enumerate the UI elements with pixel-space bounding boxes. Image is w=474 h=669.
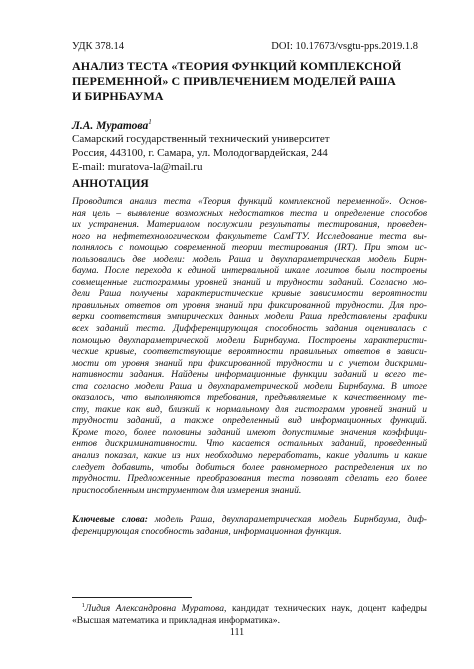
affiliation — [72, 132, 330, 175]
footnote-text: , кандидат технических наук, доцент кафедры — [224, 603, 427, 615]
abstract-line: оказалось, что выполняются требования, предъявляемые к качественному те- — [72, 392, 427, 404]
keywords-label: Ключевые слова: — [72, 514, 148, 525]
udc-code: УДК 378.14 — [72, 41, 125, 52]
abstract-line: нативности задания. Найдены информационные функции заданий и всего те- — [72, 369, 427, 381]
abstract-line: пользовались две модели: модель Раша и двухпараметрическая модель Бирн- — [72, 253, 427, 265]
footnote-mark: 1 — [81, 602, 85, 609]
footnote-line: «Высшая математика и прикладная информатика». — [72, 615, 280, 627]
abstract-line: ста согласно модели Раша и двухпараметрической модели Бирнбаума. В итоге — [72, 380, 427, 392]
abstract-line: трудности. Предложенные преобразования теста позволят сделать его более — [72, 473, 427, 485]
abstract-line: анализ показал, какие из них необходимо переработать, какие удалить и какие — [72, 450, 427, 462]
affiliation-line: Россия, 443100, г. Самара, ул. Молодогвардейская, 244 — [72, 147, 328, 160]
abstract-line: ческие кривые, соответствующие вероятности правильных ответов в зависи- — [72, 346, 427, 358]
author — [72, 118, 152, 132]
abstract-line: всех заданий теста. Дифференцирующая способность задания оценивалась с — [72, 323, 427, 335]
abstract-line: помощью двухпараметрической модели Бирнбаума. Построены характеристи- — [72, 334, 427, 346]
abstract-line: ентов дискриминативности. Что касается остальных заданий, проведенный — [72, 438, 427, 450]
keywords-line: ференцирующая способность задания, информационная функция. — [72, 526, 342, 537]
title-line: АНАЛИЗ ТЕСТА «ТЕОРИЯ ФУНКЦИЙ КОМПЛЕКСНОЙ — [72, 59, 402, 73]
footnote-line — [72, 600, 427, 615]
abstract-line: баума. После перехода к единой интервальной шкале логитов были построены — [72, 265, 427, 277]
abstract-line: полнялось с помощью современной теории тестирования (IRT). При этом ис- — [72, 242, 427, 254]
keywords-line — [72, 514, 427, 526]
page-number: 111 — [229, 627, 245, 638]
keywords-text: модель Раша, двухпараметрическая модель Бирнбаума, диф- — [147, 514, 427, 525]
abstract-line: правильных ответов от уровня знаний при фиксированной трудности. Для про- — [72, 299, 427, 311]
abstract-line: совмещенные гистограммы уровней знаний и трудности заданий. Согласно мо- — [72, 276, 427, 288]
footnote — [72, 600, 427, 627]
header-row — [72, 41, 418, 55]
footnote-divider — [72, 597, 192, 598]
abstract-line: дели Раша получены характеристические кривые зависимости вероятности — [72, 288, 427, 300]
abstract-line: Проводится анализ теста «Теория функций комплексной переменной». Основ- — [72, 196, 427, 207]
abstract-line: верки соответствия эмпирических данных модели Раша представлены графики — [72, 311, 427, 323]
abstract-heading: АННОТАЦИЯ — [72, 178, 149, 190]
abstract-line: мости от уровня знаний при фиксированной трудности и с учетом дискрими- — [72, 357, 427, 369]
abstract-line: их устранения. Материалом послужили результаты тестирования, проведен- — [72, 219, 427, 231]
article-title — [72, 59, 402, 104]
abstract-line: сту, такие как вид, близкий к нормальному для гистограмм уровней знаний и — [72, 403, 427, 415]
abstract-body — [72, 196, 427, 496]
title-line: ПЕРЕМЕННОЙ» С ПРИВЛЕЧЕНИЕМ МОДЕЛЕЙ РАША — [72, 74, 396, 88]
affiliation-email: E-mail: muratova-la@mail.ru — [72, 161, 203, 174]
author-name: Л.А. Муратова — [72, 119, 149, 132]
abstract-line: трудности заданий, а также определенный вид информационных функций. — [72, 415, 427, 427]
abstract-line: следует добавить, чтобы добиться более равномерного распределения их по — [72, 461, 427, 473]
author-footnote-mark: 1 — [148, 118, 152, 126]
keywords — [72, 514, 427, 538]
title-line: И БИРНБАУМА — [72, 89, 164, 103]
footnote-author-name: Лидия Александровна Муратова — [84, 603, 225, 615]
abstract-line: ного на нефтетехнологическом факультете СамГТУ. Исследование теста вы- — [72, 230, 427, 242]
doi: DOI: 10.17673/vsgtu-pps.2019.1.8 — [271, 41, 418, 52]
abstract-line: ная цель – выявление возможных недостатков теста и определение способов — [72, 207, 427, 219]
abstract-line: приспособленным инструментом для измерения знаний. — [72, 484, 302, 496]
abstract-line: Кроме того, более половины заданий имеют допустимые значения коэффици- — [72, 426, 427, 438]
affiliation-line: Самарский государственный технический университет — [72, 133, 330, 145]
